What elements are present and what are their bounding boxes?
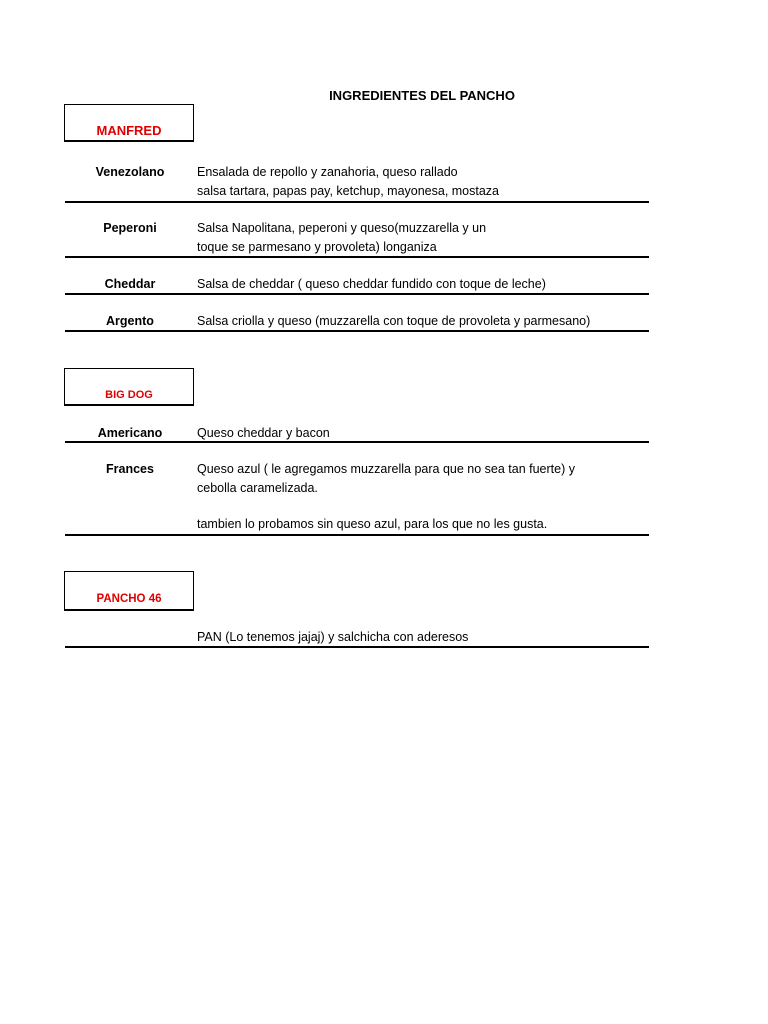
row-divider <box>65 330 649 332</box>
row-divider <box>65 534 649 536</box>
description-line: salsa tartara, papas pay, ketchup, mayonesa, mostaza <box>197 184 500 198</box>
item-description <box>197 275 647 294</box>
item-name-frances: Frances <box>106 462 154 476</box>
item-name-americano: Americano <box>97 426 163 440</box>
brand-box-pancho-46 <box>64 571 194 611</box>
row-divider <box>65 441 649 443</box>
row-divider <box>65 256 649 258</box>
item-name-peperoni: Peperoni <box>103 221 157 235</box>
item-description <box>197 219 647 257</box>
item-description <box>197 312 647 331</box>
description-line: Ensalada de repollo y zanahoria, queso rallado <box>197 165 458 179</box>
description-line: Queso azul ( le agregamos muzzarella para que no sea tan fuerte) y <box>197 462 575 476</box>
item-name-argento: Argento <box>106 314 154 328</box>
brand-label: MANFRED <box>96 123 162 138</box>
row-divider <box>65 646 649 648</box>
item-description <box>197 628 647 647</box>
description-line <box>197 498 647 515</box>
brand-box-big-dog <box>64 368 194 406</box>
description-line: cebolla caramelizada. <box>197 481 318 495</box>
description-line: Salsa Napolitana, peperoni y queso(muzzarella y un <box>197 221 487 235</box>
item-name-cheddar: Cheddar <box>104 277 156 291</box>
item-name-venezolano: Venezolano <box>95 165 165 179</box>
brand-box-manfred <box>64 104 194 142</box>
description-line: Salsa criolla y queso (muzzarella con toque de provoleta y parmesano) <box>197 314 591 328</box>
row-divider <box>65 201 649 203</box>
brand-label: PANCHO 46 <box>96 593 162 605</box>
row-divider <box>65 293 649 295</box>
description-line: Salsa de cheddar ( queso cheddar fundido con toque de leche) <box>197 277 546 291</box>
description-line: tambien lo probamos sin queso azul, para los que no les gusta. <box>197 517 548 531</box>
description-line: PAN (Lo tenemos jajaj) y salchicha con aderesos <box>197 630 469 644</box>
page-title: INGREDIENTES DEL PANCHO <box>329 88 515 103</box>
item-description <box>197 460 647 534</box>
brand-label: BIG DOG <box>105 389 153 401</box>
description-line: toque se parmesano y provoleta) longaniza <box>197 240 437 254</box>
description-line: Queso cheddar y bacon <box>197 426 330 440</box>
item-description <box>197 163 647 201</box>
